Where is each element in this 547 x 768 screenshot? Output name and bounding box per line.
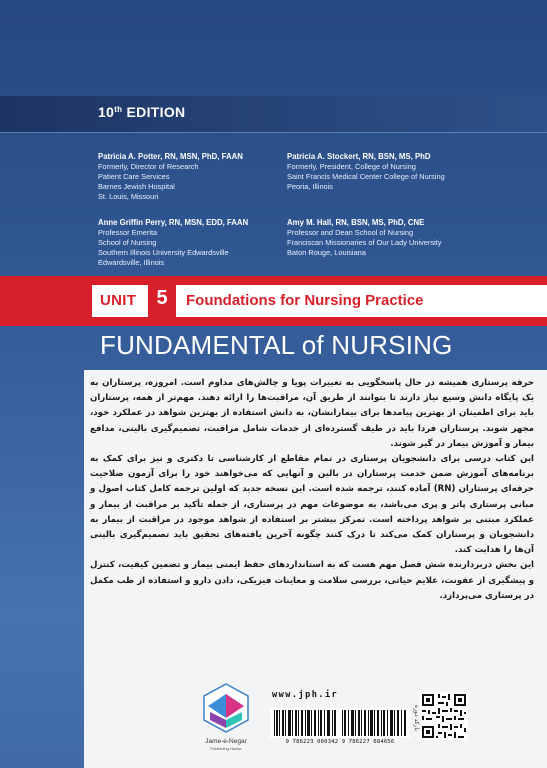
- publisher-subtitle: Publishing House: [210, 746, 242, 751]
- description-paragraph: این بخش دربردارنده شش فصل مهم هست که به استانداردهای حفظ ایمنی بیمار و تضمین کیفیت، کنترل و پیشگیری از عفونت، علایم حیاتی، بررسی سلامت و معاینات فیزیکی، دادن دارو و استفاده از طب مکمل در پرستاری می‌پردازد.: [90, 560, 534, 601]
- book-title: FUNDAMENTAL of NURSING: [100, 330, 453, 360]
- description-text: [90, 376, 534, 604]
- author-hall: Amy M. Hall, RN, BSN, MS, PhD, CNE Professor and Dean School of Nursing Franciscan Missionaries of Our Lady University Baton Rouge, Louisiana: [287, 218, 442, 257]
- edition-bar: [0, 96, 547, 133]
- publisher-logo-icon: [198, 680, 254, 738]
- description-paragraph: این کتاب درسی برای دانشجویان پرستاری در تمام مقاطع از کارشناسی تا دکتری و نیز برای کمک به برنامه‌های آموزش ضمن خدمت پرستاران در بالین و آنهایی که می‌خواهند خود را برای آزمون صلاحیت حرفه‌ای پرستاران (RN) آماده کنند، ترجمه شده است. این نسخه جدید که اولین ترجمه کامل کتاب اصول و مبانی پرستاری پاتر و پری می‌باشد، به موضوعات مهم در پرستاری، از جمله تأکید بر مراقبت از بیمار و عملکرد مبتنی بر شواهد پرداخته است. تمرکز بیشتر بر استفاده از شواهد موجود در مراقبت از بیمار به دانشجویان و پرستاران کمک می‌کند تا درک کنند چگونه آخرین یافته‌های تحقیق باید تصمیم‌گیری بالینی آن‌ها را هدایت کند.: [90, 454, 534, 556]
- qr-code-icon: [420, 692, 468, 740]
- unit-title: Foundations for Nursing Practice: [186, 292, 424, 309]
- author-stockert: Patricia A. Stockert, RN, BSN, MS, PhD Formerly, President, College of Nursing Saint Francis Medical Center College of Nursing Peoria, Illinois: [287, 152, 445, 191]
- description-paragraph: حرفه پرستاری همیشه در حال پاسخگویی به تغییرات پویا و چالش‌های مداوم است. امروزه، پرستاران به یک پایگاه دانش وسیع نیاز دارند تا بتوانند از طریق آن، مراقبت‌ها را ارائه دهند. مهم‌تر از همه، پرستاران باید برای اطمینان از بهترین پیامدها برای بیمارانشان، به دانش استفاده از بهترین شواهد در عملکرد خود، مجهز شوند. پرستاران فردا باید در طیف گسترده‌ای از خدمات شامل مراقبت، تصمیم‌گیری بالینی، مدافع بیمار و آموزش بیمار در گیر شوند.: [90, 378, 534, 449]
- unit-number: 5: [156, 287, 168, 309]
- edition-label: 10th EDITION: [98, 104, 186, 120]
- barcode-number: 9 786223 060342 9 786227 684656: [285, 739, 395, 745]
- unit-label: UNIT: [100, 292, 137, 309]
- publisher-url[interactable]: www.jph.ir: [272, 690, 339, 700]
- author-potter: Patricia A. Potter, RN, MSN, PhD, FAAN Formerly, Director of Research Patient Care Services Barnes Jewish Hospital St. Louis, Missouri: [98, 152, 243, 201]
- author-perry: Anne Griffin Perry, RN, MSN, EDD, FAAN Professor Emerita School of Nursing Southern Illinois University Edwardsville Edwardsville, Illinois: [98, 218, 249, 267]
- barcode-vertical-label: بارکد دوره: [413, 704, 420, 731]
- publisher-name: Jame-e-Negar: [205, 738, 247, 745]
- isbn-barcode: [270, 708, 410, 738]
